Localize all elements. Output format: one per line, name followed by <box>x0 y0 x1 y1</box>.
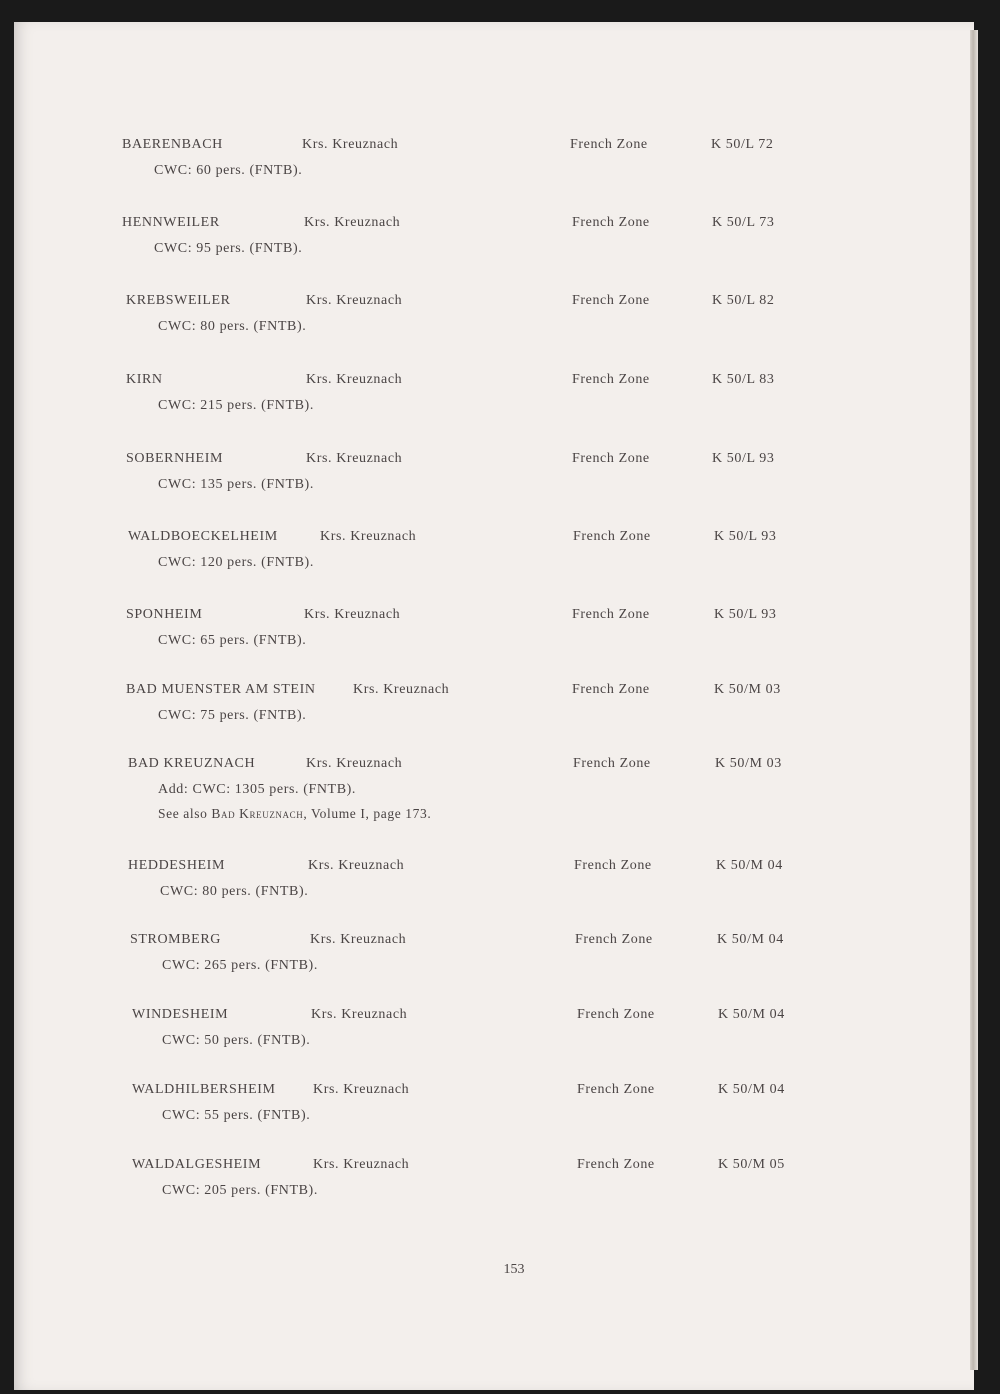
see-also-reference: Bad Kreuznach <box>211 806 304 821</box>
place-name: WINDESHEIM <box>132 1007 229 1022</box>
place-name: STROMBERG <box>130 932 221 947</box>
place-name: BAD KREUZNACH <box>128 756 256 771</box>
zone: French Zone <box>577 1007 655 1022</box>
district: Krs. Kreuznach <box>302 137 399 152</box>
entry-sobernheim <box>14 451 974 521</box>
place-name: WALDHILBERSHEIM <box>132 1082 276 1097</box>
zone: French Zone <box>572 682 650 697</box>
entry-waldalgesheim <box>14 1157 974 1227</box>
place-name: KIRN <box>126 372 163 387</box>
district: Krs. Kreuznach <box>306 451 403 466</box>
page-edge <box>970 30 978 1370</box>
district: Krs. Kreuznach <box>310 932 407 947</box>
district: Krs. Kreuznach <box>320 529 417 544</box>
entry-stromberg <box>14 932 974 1002</box>
grid-reference: K 50/M 04 <box>716 858 783 873</box>
district: Krs. Kreuznach <box>313 1082 410 1097</box>
zone: French Zone <box>572 372 650 387</box>
see-also-prefix: See also <box>158 806 212 821</box>
entry-waldboeckelheim <box>14 529 974 599</box>
place-name: SOBERNHEIM <box>126 451 224 466</box>
book-page <box>14 22 974 1390</box>
entry-kirn <box>14 372 974 442</box>
district: Krs. Kreuznach <box>304 607 401 622</box>
grid-reference: K 50/L 73 <box>712 215 775 230</box>
cwc-detail: CWC: 265 pers. (FNTB). <box>162 958 318 973</box>
cwc-detail: CWC: 120 pers. (FNTB). <box>158 555 314 570</box>
district: Krs. Kreuznach <box>306 372 403 387</box>
entry-heddesheim <box>14 858 974 928</box>
grid-reference: K 50/M 03 <box>715 756 782 771</box>
grid-reference: K 50/M 04 <box>718 1082 785 1097</box>
cwc-detail: CWC: 215 pers. (FNTB). <box>158 398 314 413</box>
zone: French Zone <box>572 293 650 308</box>
grid-reference: K 50/M 04 <box>718 1007 785 1022</box>
cwc-detail: CWC: 55 pers. (FNTB). <box>162 1108 311 1123</box>
grid-reference: K 50/L 93 <box>714 529 777 544</box>
cwc-detail: CWC: 65 pers. (FNTB). <box>158 633 307 648</box>
entry-hennweiler <box>14 215 974 285</box>
grid-reference: K 50/L 72 <box>711 137 774 152</box>
cwc-detail: CWC: 95 pers. (FNTB). <box>154 241 303 256</box>
district: Krs. Kreuznach <box>353 682 450 697</box>
zone: French Zone <box>572 607 650 622</box>
place-name: SPONHEIM <box>126 607 203 622</box>
entry-bad-kreuznach <box>14 756 974 852</box>
district: Krs. Kreuznach <box>304 215 401 230</box>
place-name: KREBSWEILER <box>126 293 231 308</box>
entry-krebsweiler <box>14 293 974 363</box>
zone: French Zone <box>577 1157 655 1172</box>
district: Krs. Kreuznach <box>313 1157 410 1172</box>
see-also-note <box>158 806 431 822</box>
cwc-detail: CWC: 205 pers. (FNTB). <box>162 1183 318 1198</box>
cwc-detail: CWC: 50 pers. (FNTB). <box>162 1033 311 1048</box>
cwc-detail: CWC: 80 pers. (FNTB). <box>160 884 309 899</box>
zone: French Zone <box>574 858 652 873</box>
place-name: HEDDESHEIM <box>128 858 225 873</box>
place-name: HENNWEILER <box>122 215 220 230</box>
cwc-detail: Add: CWC: 1305 pers. (FNTB). <box>158 782 357 797</box>
zone: French Zone <box>577 1082 655 1097</box>
cwc-detail: CWC: 135 pers. (FNTB). <box>158 477 314 492</box>
zone: French Zone <box>573 529 651 544</box>
zone: French Zone <box>572 215 650 230</box>
page-number: 153 <box>503 1262 525 1277</box>
place-name: BAD MUENSTER AM STEIN <box>126 682 316 697</box>
zone: French Zone <box>570 137 648 152</box>
grid-reference: K 50/L 83 <box>712 372 775 387</box>
cwc-detail: CWC: 80 pers. (FNTB). <box>158 319 307 334</box>
zone: French Zone <box>575 932 653 947</box>
zone: French Zone <box>572 451 650 466</box>
see-also-suffix: , Volume I, page 173. <box>303 806 432 821</box>
grid-reference: K 50/L 93 <box>712 451 775 466</box>
district: Krs. Kreuznach <box>311 1007 408 1022</box>
district: Krs. Kreuznach <box>308 858 405 873</box>
entry-waldhilbersheim <box>14 1082 974 1152</box>
entry-bad-muenster-am-stein <box>14 682 974 752</box>
grid-reference: K 50/M 03 <box>714 682 781 697</box>
grid-reference: K 50/M 04 <box>717 932 784 947</box>
entry-baerenbach <box>14 137 974 207</box>
entry-sponheim <box>14 607 974 677</box>
grid-reference: K 50/M 05 <box>718 1157 785 1172</box>
cwc-detail: CWC: 60 pers. (FNTB). <box>154 163 303 178</box>
grid-reference: K 50/L 93 <box>714 607 777 622</box>
entry-windesheim <box>14 1007 974 1077</box>
district: Krs. Kreuznach <box>306 293 403 308</box>
place-name: WALDALGESHEIM <box>132 1157 262 1172</box>
zone: French Zone <box>573 756 651 771</box>
district: Krs. Kreuznach <box>306 756 403 771</box>
place-name: BAERENBACH <box>122 137 223 152</box>
grid-reference: K 50/L 82 <box>712 293 775 308</box>
cwc-detail: CWC: 75 pers. (FNTB). <box>158 708 307 723</box>
place-name: WALDBOECKELHEIM <box>128 529 278 544</box>
